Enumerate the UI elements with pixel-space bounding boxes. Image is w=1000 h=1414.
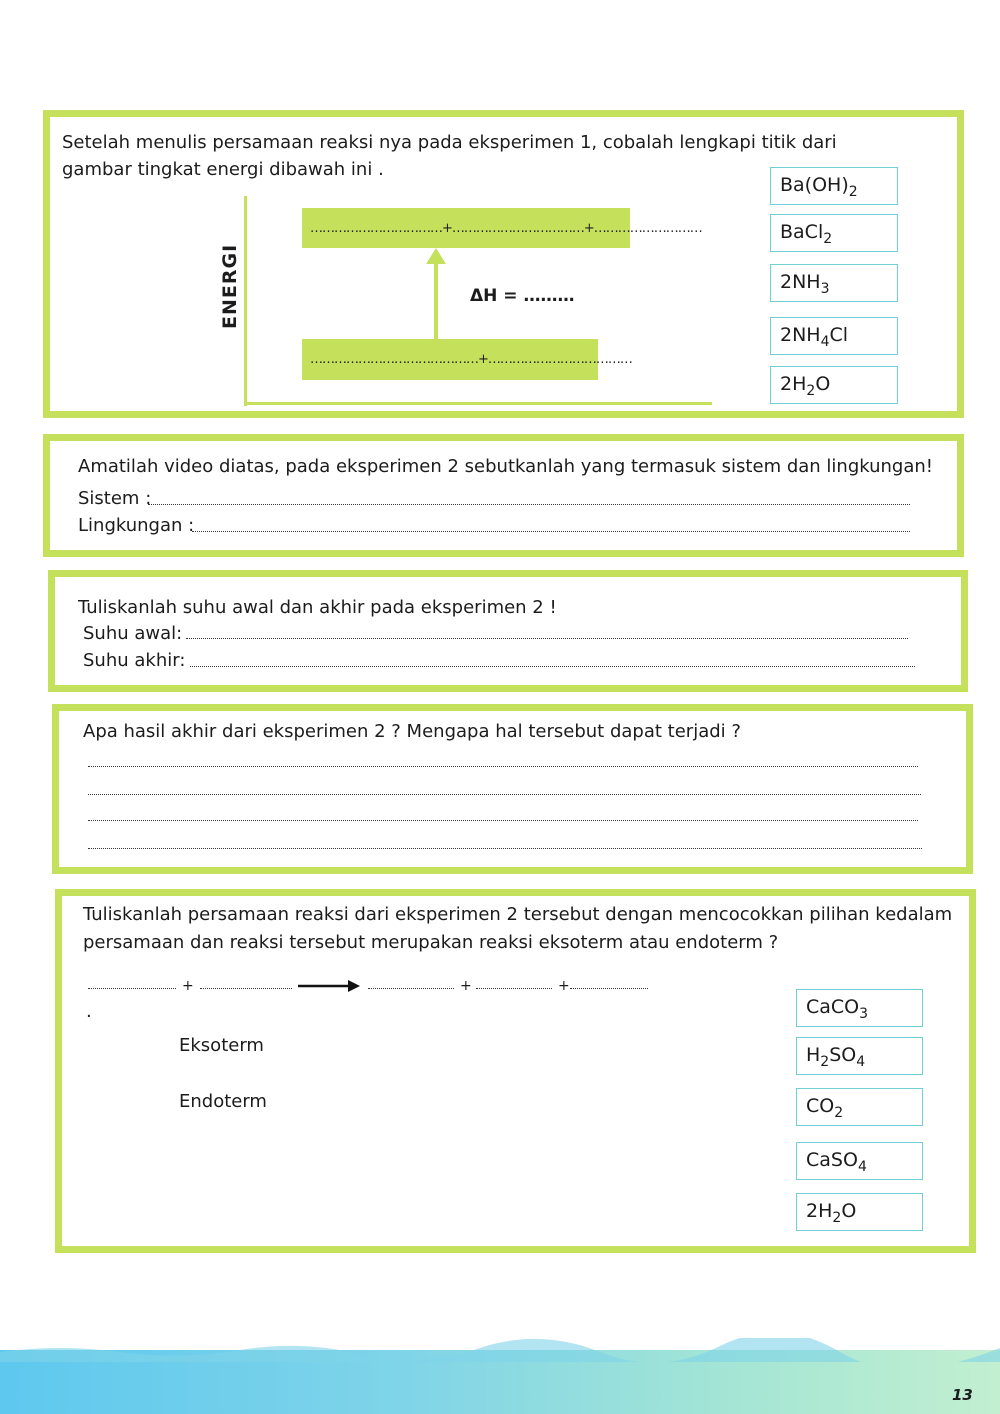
lingkungan-answer-line[interactable] <box>192 531 910 532</box>
chip-base: 2NH <box>780 271 821 293</box>
box1-instruction: Setelah menulis persamaan reaksi nya pada eksperimen 1, cobalah lengkapi titik dari gambar tingkat energi dibawah ini . <box>62 132 837 180</box>
delta-h-label[interactable]: ΔH = ……… <box>470 286 575 306</box>
period-mark: . <box>86 1001 92 1022</box>
chip-base: 2H <box>780 373 807 395</box>
chip-sub: 2 <box>820 1054 830 1070</box>
chip-sub2: 4 <box>856 1054 866 1070</box>
product-blank-1[interactable] <box>368 988 454 989</box>
chip-sub: 3 <box>820 281 830 297</box>
suhu-awal-label: Suhu awal: <box>83 623 183 644</box>
chip-sub: 4 <box>857 1159 867 1175</box>
reactant-blank-2[interactable] <box>200 988 292 989</box>
chip-sub: 2 <box>823 231 833 247</box>
chip-2nh3[interactable] <box>770 264 898 302</box>
answer-line-4[interactable] <box>88 848 922 849</box>
chip-base: 2H <box>806 1200 833 1222</box>
temperature-box <box>48 570 968 692</box>
answer-line-2[interactable] <box>88 794 921 795</box>
chip-base: CaSO <box>806 1149 858 1171</box>
box2-question: Amatilah video diatas, pada eksperimen 2 sebutkanlah yang termasuk sistem dan lingkungan! <box>78 456 934 477</box>
chip-caso4[interactable] <box>796 1142 923 1180</box>
chip-sub: 2 <box>832 1210 842 1226</box>
suhu-akhir-answer-line[interactable] <box>190 666 915 667</box>
chip-base: BaCl <box>780 221 824 243</box>
box3-question: Tuliskanlah suhu awal dan akhir pada eksperimen 2 ! <box>78 597 557 618</box>
chip-2h2o[interactable] <box>770 366 898 404</box>
chip-base: CaCO <box>806 996 860 1018</box>
box4-question: Apa hasil akhir dari eksperimen 2 ? Mengapa hal tersebut dapat terjadi ? <box>83 721 741 742</box>
chip-sub: 3 <box>859 1006 869 1022</box>
chip-tail: O <box>815 373 831 395</box>
reactants-level-blank[interactable]: ……………………………………+……………………………… <box>310 352 632 367</box>
plus-sign: + <box>460 978 472 994</box>
chip-caco3[interactable] <box>796 989 923 1027</box>
reaction-arrow <box>298 978 362 994</box>
chip-co2[interactable] <box>796 1088 923 1126</box>
chip-sub: 2 <box>848 184 858 200</box>
energy-axis-label: ENERGI <box>219 243 241 329</box>
energy-y-axis <box>244 196 247 406</box>
chip-2h2o-b[interactable] <box>796 1193 923 1231</box>
chip-sub: 2 <box>806 383 816 399</box>
chip-tail: Cl <box>829 324 849 346</box>
product-blank-2[interactable] <box>476 988 552 989</box>
chip-ba-oh-2[interactable] <box>770 167 898 205</box>
chip-base: CO <box>806 1095 835 1117</box>
sistem-answer-line[interactable] <box>148 504 910 505</box>
answer-line-3[interactable] <box>88 820 918 821</box>
plus-sign: + <box>182 978 194 994</box>
reactants-level <box>302 339 632 380</box>
chip-bacl2[interactable] <box>770 214 898 252</box>
suhu-awal-answer-line[interactable] <box>186 638 908 639</box>
reactant-blank-1[interactable] <box>88 988 176 989</box>
chip-base: H <box>806 1044 821 1066</box>
sistem-label: Sistem : <box>78 488 152 509</box>
chip-sub: 4 <box>820 334 830 350</box>
product-blank-3[interactable] <box>570 988 648 989</box>
suhu-akhir-label: Suhu akhir: <box>83 650 186 671</box>
page-number: 13 <box>952 1386 973 1404</box>
chip-sub: 2 <box>834 1105 844 1121</box>
box5-question: Tuliskanlah persamaan reaksi dari eksperimen 2 tersebut dengan mencocokkan pilihan kedalam persamaan dan reaksi tersebut merupakan reaksi eksoterm atau endoterm ? <box>83 904 953 953</box>
chip-base: Ba(OH) <box>780 174 849 196</box>
chip-h2so4[interactable] <box>796 1037 923 1075</box>
energy-x-axis <box>244 402 712 405</box>
answer-line-1[interactable] <box>88 766 918 767</box>
option-eksoterm[interactable]: Eksoterm <box>179 1035 264 1056</box>
products-level-blank[interactable]: ……………………………+……………………………+……………………… <box>310 220 702 236</box>
lingkungan-label: Lingkungan : <box>78 515 195 536</box>
option-endoterm[interactable]: Endoterm <box>179 1091 267 1112</box>
chip-base: 2NH <box>780 324 821 346</box>
chip-2nh4cl[interactable] <box>770 317 898 355</box>
wave-edge <box>0 1338 1000 1362</box>
enthalpy-arrow <box>424 248 448 340</box>
plus-sign: + <box>558 978 570 994</box>
chip-tail: O <box>841 1200 857 1222</box>
chip-tail: SO <box>829 1044 857 1066</box>
products-level <box>302 208 702 248</box>
